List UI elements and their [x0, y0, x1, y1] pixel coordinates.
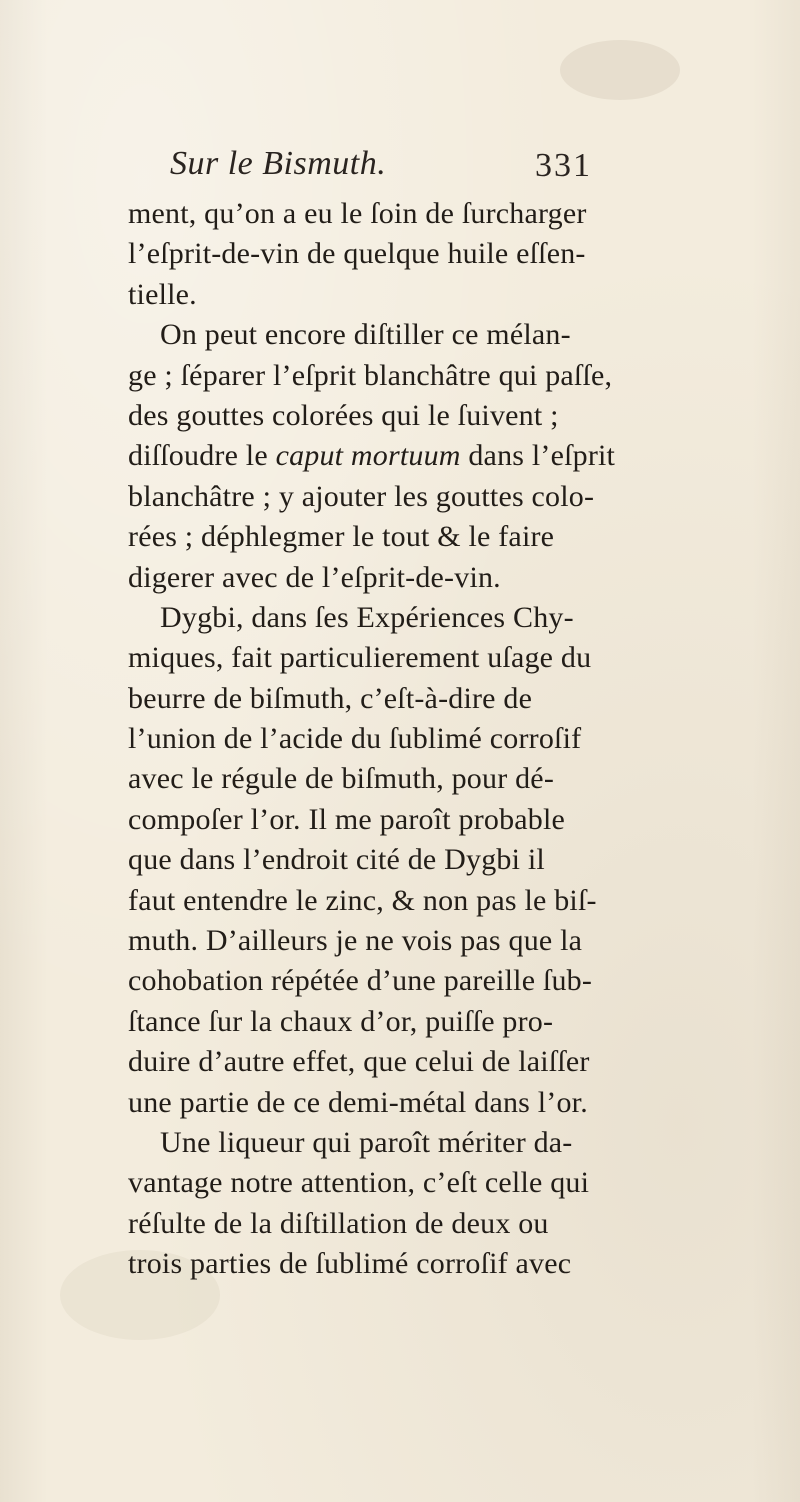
text-line: que dans l’endroit cité de Dygbi il — [128, 843, 545, 877]
text-line: cohobation répétée d’une pareille ſub- — [128, 964, 593, 998]
text-line: muth. D’ailleurs je ne vois pas que la — [128, 924, 583, 958]
text-line: Une liqueur qui paroît mériter da- — [160, 1125, 573, 1159]
page-number: 331 — [535, 147, 592, 184]
running-head — [120, 145, 780, 193]
text-line: vantage notre attention, c’eſt celle qui — [128, 1166, 590, 1200]
italic-phrase: caput mortuum — [275, 439, 461, 473]
paper-stain — [560, 40, 680, 100]
text-line: beurre de biſmuth, c’eſt-à-dire de — [128, 681, 533, 715]
text-line: faut entendre le zinc, & non pas le biſ- — [128, 883, 597, 917]
text-line: l’union de l’acide du ſublimé corroſif — [128, 722, 582, 756]
text-line: des gouttes colorées qui le ſuivent ; — [128, 398, 559, 432]
body-text — [128, 194, 800, 1285]
text-line: duire d’autre effet, que celui de laiſſer — [128, 1045, 590, 1079]
text-line: miques, fait particulierement uſage du — [128, 641, 592, 675]
text-line: trois parties de ſublimé corroſif avec — [128, 1247, 572, 1281]
text-line: On peut encore diſtiller ce mélan- — [160, 318, 571, 352]
text-fragment: diſſoudre le — [128, 439, 276, 473]
text-line: Dygbi, dans ſes Expériences Chy- — [160, 600, 574, 634]
text-fragment: dans l’eſprit — [460, 439, 616, 473]
text-line — [128, 436, 800, 476]
running-title: Sur le Bismuth. — [170, 145, 387, 182]
text-line: avec le régule de biſmuth, pour dé- — [128, 762, 555, 796]
text-line: l’eſprit-de-vin de quelque huile eſſen- — [128, 237, 586, 271]
text-line: tielle. — [128, 277, 197, 311]
text-line: rées ; déphlegmer le tout & le faire — [128, 520, 555, 554]
text-line: ge ; ſéparer l’eſprit blanchâtre qui paſſe, — [128, 358, 613, 392]
text-line: blanchâtre ; y ajouter les gouttes colo- — [128, 479, 595, 513]
text-line: digerer avec de l’eſprit-de-vin. — [128, 560, 501, 594]
text-line: une partie de ce demi-métal dans l’or. — [128, 1085, 588, 1119]
text-line: compoſer l’or. Il me paroît probable — [128, 802, 566, 836]
text-line: réſulte de la diſtillation de deux ou — [128, 1206, 549, 1240]
text-line: ſtance ſur la chaux d’or, puiſſe pro- — [128, 1004, 554, 1038]
text-line: ment, qu’on a eu le ſoin de ſurcharger — [128, 197, 587, 230]
